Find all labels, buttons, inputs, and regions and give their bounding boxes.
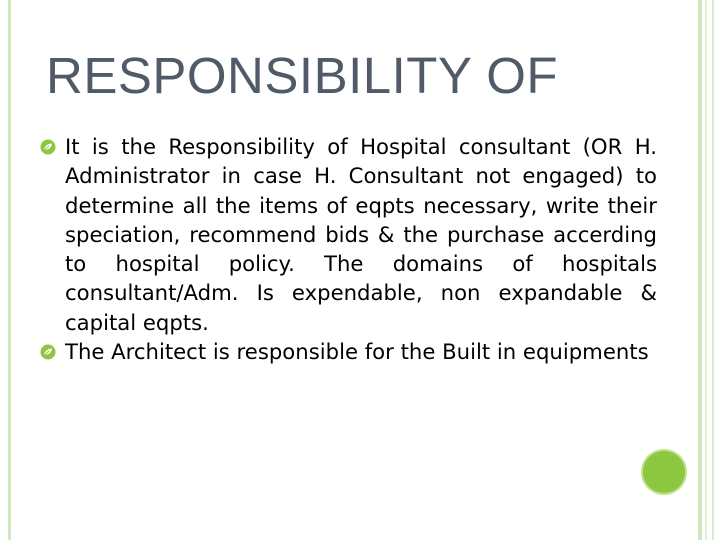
right-frame-line-inner (705, 0, 707, 540)
right-frame-line-far (712, 0, 714, 540)
left-frame-line (8, 0, 11, 540)
leaf-circle-bullet-icon (40, 139, 56, 155)
right-frame-line (698, 0, 702, 540)
bullet-text-1: It is the Responsibility of Hospital consultant (OR H. Administrator in case H. Consultant not engaged) to determine all the items of eqpts necessary, write their speciation, recommend bids & the purchase accerding to hospital policy. The domains of hospitals consultant/Adm. Is expendable, non expandable & capital eqpts. (65, 134, 657, 335)
bullet-list (40, 132, 657, 366)
decorative-green-circle (643, 451, 685, 493)
leaf-circle-bullet-icon (40, 344, 56, 360)
bullet-text-2: The Architect is responsible for the Built in equipments (65, 339, 649, 365)
bullet-item-2 (40, 337, 657, 366)
slide-title: RESPONSIBILITY OF (46, 47, 559, 104)
bullet-item-1 (40, 132, 657, 337)
